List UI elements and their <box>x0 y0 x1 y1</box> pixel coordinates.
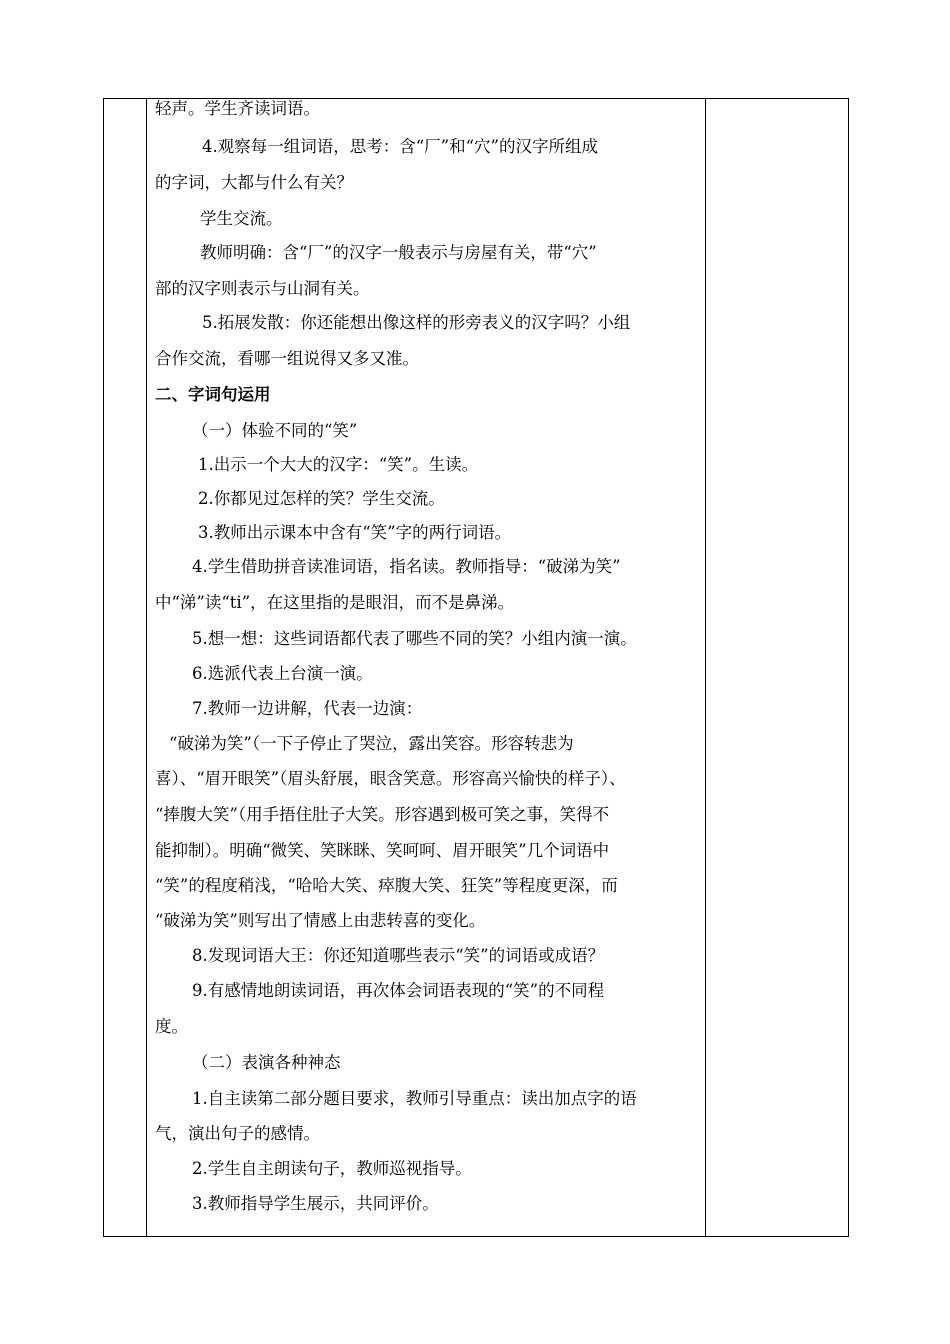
section-heading: 二、字词句运用 <box>155 385 271 404</box>
text-line: 8.发现词语大王：你还知道哪些表示“笑”的词语或成语？ <box>192 946 605 965</box>
text-line: 的字词，大都与什么有关？ <box>155 173 353 192</box>
text-line: 能抑制）。明确“微笑、笑眯眯、笑呵呵、眉开眼笑”几个词语中 <box>155 841 610 860</box>
text-line: 合作交流，看哪一组说得又多又准。 <box>155 349 419 368</box>
text-line: 5.拓展发散：你还能想出像这样的形旁表义的汉字吗？小组 <box>202 313 631 332</box>
table-column-divider-left <box>146 99 147 1236</box>
text-line: 喜）、“眉开眼笑”（眉头舒展，眼含笑意。形容高兴愉快的样子）、 <box>155 769 626 788</box>
text-line: 7.教师一边讲解，代表一边演： <box>192 699 423 718</box>
text-line: 学生交流。 <box>200 209 283 228</box>
text-line: 中“涕”读“ti”，在这里指的是眼泪，而不是鼻涕。 <box>155 593 515 612</box>
text-line: 3.教师指导学生展示，共同评价。 <box>192 1194 439 1213</box>
text-line: 轻声。学生齐读词语。 <box>155 99 320 118</box>
text-line: 3.教师出示课本中含有“笑”字的两行词语。 <box>198 523 512 542</box>
text-line: 6.选派代表上台演一演。 <box>192 664 373 683</box>
text-line: 教师明确：含“厂”的汉字一般表示与房屋有关，带“穴” <box>200 243 597 262</box>
text-line: 度。 <box>155 1017 188 1036</box>
text-line: “笑”的程度稍浅，“哈哈大笑、瘁腹大笑、狂笑”等程度更深，而 <box>155 876 618 895</box>
text-line: 2.你都见过怎样的笑？学生交流。 <box>198 489 445 508</box>
text-line: 5.想一想：这些词语都代表了哪些不同的笑？小组内演一演。 <box>192 629 637 648</box>
text-line: 4.观察每一组词语，思考：含“厂”和“穴”的汉字所组成 <box>202 137 598 156</box>
table-column-divider-right <box>705 99 706 1236</box>
text-line: （二）表演各种神态 <box>192 1053 341 1072</box>
text-line: “破涕为笑”则写出了情感上由悲转喜的变化。 <box>155 911 486 930</box>
text-line: 4.学生借助拼音读准词语，指名读。教师指导：“破涕为笑” <box>192 557 621 576</box>
text-line: “捧腹大笑”（用手捂住肚子大笑。形容遇到极可笑之事，笑得不 <box>155 805 610 824</box>
text-line: “破涕为笑”（一下子停止了哭泣，露出笑容。形容转悲为 <box>169 734 574 753</box>
text-line: 2.学生自主朗读句子，教师巡视指导。 <box>192 1159 472 1178</box>
text-line: 9.有感情地朗读词语，再次体会词语表现的“笑”的不同程 <box>192 981 605 1000</box>
text-line: 1.自主读第二部分题目要求，教师引导重点：读出加点字的语 <box>192 1089 637 1108</box>
text-line: 部的汉字则表示与山洞有关。 <box>155 279 370 298</box>
text-line: （一）体验不同的“笑” <box>192 421 358 440</box>
text-line: 气，演出句子的感情。 <box>155 1124 320 1143</box>
text-line: 1.出示一个大大的汉字：“笑”。生读。 <box>198 455 479 474</box>
